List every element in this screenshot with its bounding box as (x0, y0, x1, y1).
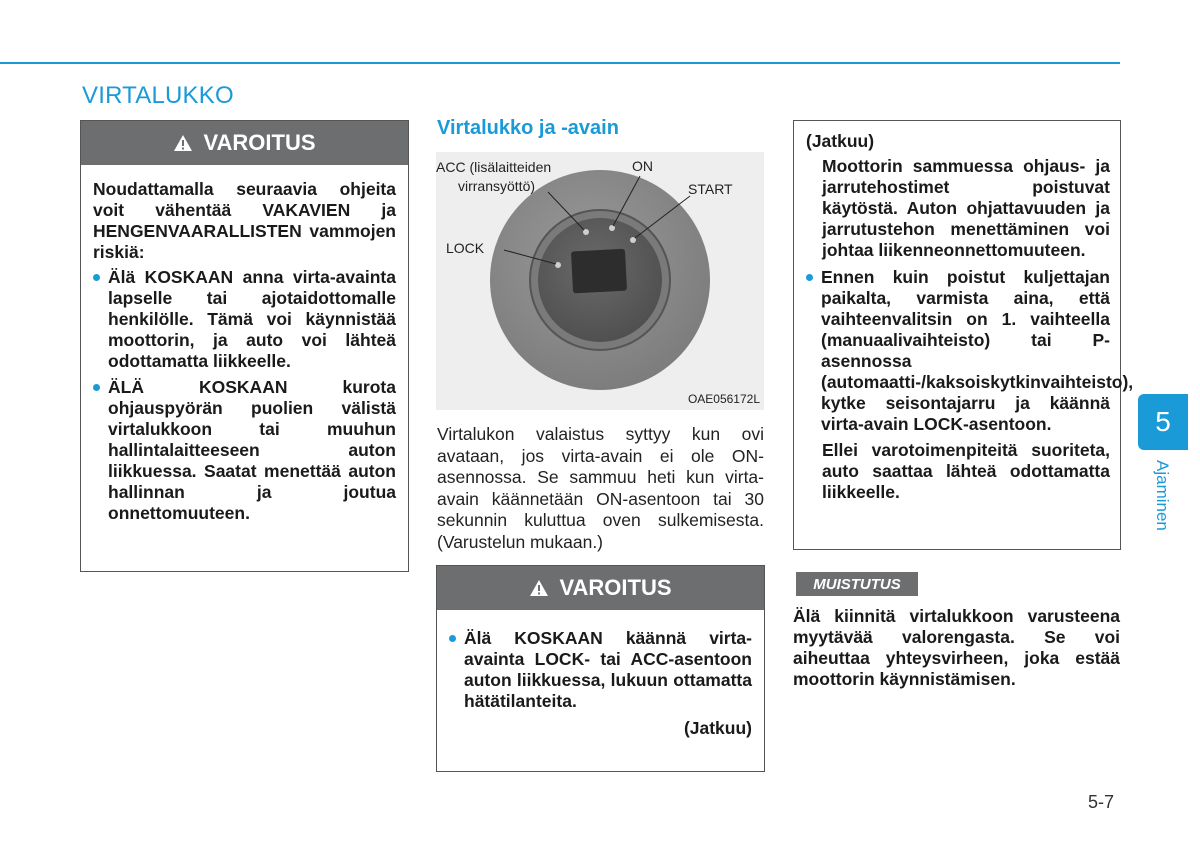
figure-label-on: ON (632, 158, 653, 174)
warning-body (81, 165, 408, 524)
chapter-tab: 5 (1138, 394, 1188, 450)
continued-paragraph: Moottorin sammuessa ohjaus- ja jarrutehostimet poistuvat käytöstä. Auton ohjattavuuden ja jarrutustehon menettäminen voi johtaa liikenneonnettomuuteen. (822, 156, 1110, 260)
warning-body (437, 610, 764, 739)
continued-warning-body (794, 121, 1134, 503)
warning-list (449, 628, 752, 712)
figure-label-acc-detail: virransyöttö) (458, 178, 536, 194)
warning-intro: Noudattamalla seuraavia ohjeita voit vähentää VAKAVIEN ja HENGENVAARALLISTEN vammojen riskiä: (93, 179, 396, 262)
figure-label-start: START (688, 181, 733, 197)
figure-code: OAE056172L (687, 392, 760, 406)
figure-label-lock: LOCK (446, 240, 485, 256)
warning-item: Ennen kuin poistut kuljettajan paikalta, varmista aina, että vaihteenvalitsin on 1. vaihteella (manuaalivaihteisto) tai P-asennossa (automaatti-/kaksoiskytkinvaihteisto), kytke seisontajarru ja käännä virta-avain LOCK-asentoon. (806, 267, 1110, 435)
continued-label: (Jatkuu) (683, 718, 752, 738)
continued-paragraph: Ellei varotoimenpiteitä suoriteta, auto saattaa lähteä odottamatta liikkeelle. (822, 440, 1110, 502)
warning-title: VAROITUS (559, 575, 672, 600)
figure-label-acc: ACC (lisälaitteiden (436, 159, 552, 175)
warning-box (80, 120, 409, 572)
warning-triangle-icon (173, 134, 193, 152)
top-rule (0, 62, 1120, 64)
note-text: Älä kiinnitä virtalukkoon varusteena myytävää valorengasta. Se voi aiheuttaa yhteysvirheen, joka estää moottorin käynnistämisen. (793, 606, 1120, 689)
warning-box (436, 565, 765, 772)
note-badge: MUISTUTUS (796, 572, 918, 596)
warning-item: ÄLÄ KOSKAAN kurota ohjauspyörän puolien välistä virtalukkoon tai muuhun hallintalaitteeseen auton liikkuessa. Saatat menettää auton hallinnan ja joutua onnettomuuteen. (93, 377, 396, 524)
warning-title: VAROITUS (203, 130, 316, 155)
warning-item: Älä KOSKAAN käännä virta-avainta LOCK- tai ACC-asentoon auton liikkuessa, lukuun ottamatta hätätilanteita. (449, 628, 752, 712)
warning-list (806, 267, 1134, 435)
warning-list (93, 267, 396, 524)
page-number: 5-7 (1088, 792, 1115, 812)
continued-label: (Jatkuu) (806, 131, 875, 151)
warning-header (437, 566, 764, 610)
warning-header (81, 121, 408, 165)
warning-triangle-icon (529, 579, 549, 597)
subsection-title: Virtalukko ja -avain (437, 117, 619, 139)
body-paragraph: Virtalukon valaistus syttyy kun ovi avataan, jos virta-avain ei ole ON-asennossa. Se sammuu heti kun virta-avain käännetään ON-asentoon tai 30 sekunnin kuluttua oven sulkemisesta. (Varustelun mukaan.) (437, 424, 764, 552)
ignition-switch-figure (436, 152, 764, 410)
continued-warning-box (793, 120, 1134, 550)
warning-item: Älä KOSKAAN anna virta-avainta lapselle tai ajotaidottomalle henkilölle. Tämä voi käynnistää moottorin, ja auto voi lähteä odottamatta liikkeelle. (93, 267, 396, 372)
section-title: VIRTALUKKO (82, 82, 234, 109)
chapter-name: Ajaminen (1153, 460, 1172, 531)
